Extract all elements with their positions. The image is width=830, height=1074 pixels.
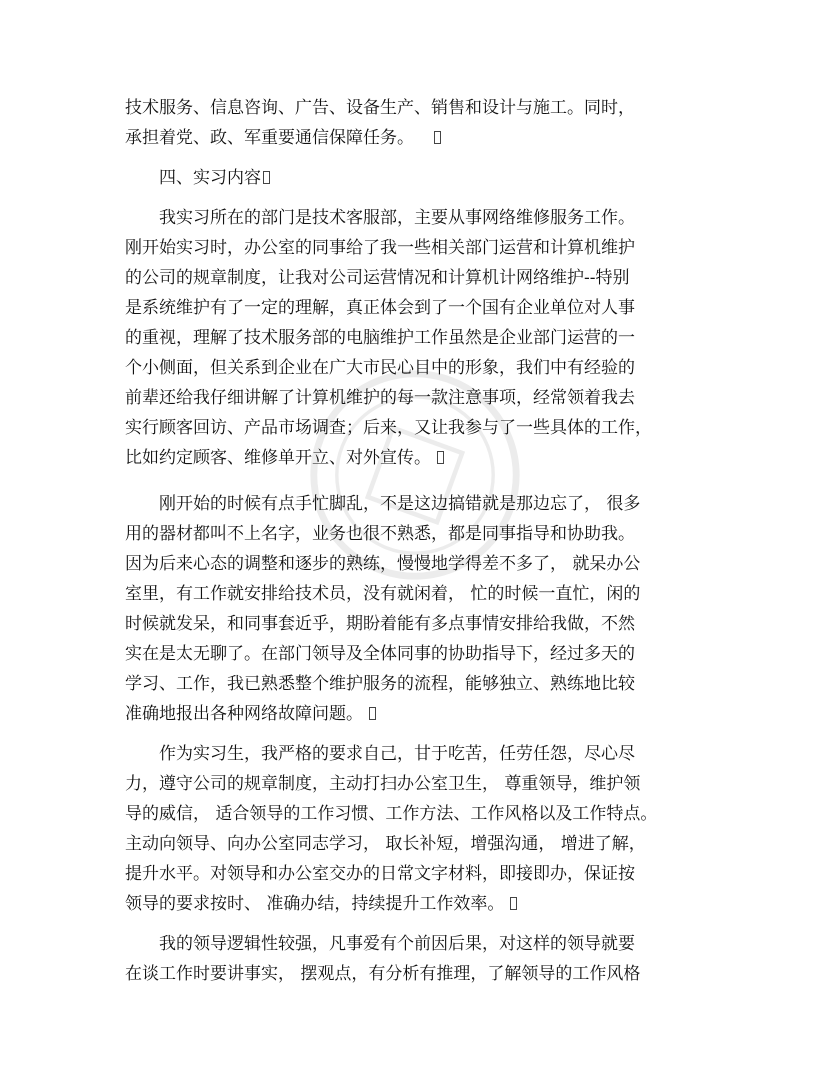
- text-line: 我的领导逻辑性较强，凡事爱有个前因后果，对这样的领导就要: [159, 934, 635, 954]
- paragraph-intro: [125, 93, 725, 153]
- text-line: 是系统维护有了一定的理解，真正体会到了一个国有企业单位对人事: [125, 298, 635, 318]
- document-body: [125, 93, 725, 989]
- text-line-content: 准确地报出各种网络故障问题。: [125, 704, 363, 724]
- text-line: 刚开始实习时，办公室的同事给了我一些相关部门运营和计算机维护: [125, 238, 635, 258]
- text-line: 的公司的规章制度，让我对公司运营情况和计算机计网络维护--特别: [125, 268, 630, 288]
- paragraph-4: [125, 929, 725, 989]
- section-heading: [125, 163, 725, 193]
- text-line: 技术服务、信息咨询、广告、设备生产、销售和设计与施工。同时，: [125, 98, 635, 118]
- heading-line: [125, 163, 725, 193]
- text-line: 前辈还给我仔细讲解了计算机维护的每一款注意事项，经常领着我去: [125, 388, 635, 408]
- text-line: 导的威信， 适合领导的工作习惯、工作方法、工作风格以及工作特点。: [125, 804, 658, 824]
- text-line: 用的器材都叫不上名字，业务也很不熟悉，都是同事指导和协助我。: [125, 524, 635, 544]
- text-line: 提升水平。对领导和办公室交办的日常文字材料，即接即办，保证按: [125, 864, 635, 884]
- text-line: [125, 699, 725, 729]
- text-line: 的重视，理解了技术服务部的电脑维护工作虽然是企业部门运营的一: [125, 328, 635, 348]
- text-line: 个小侧面，但关系到企业在广大市民心目中的形象，我们中有经验的: [125, 358, 635, 378]
- text-line-content: 比如约定顾客、维修单开立、对外宣传。: [125, 448, 431, 468]
- text-line-content: 承担着党、政、军重要通信保障任务。: [125, 128, 414, 148]
- text-line: 因为后来心态的调整和逐步的熟练，慢慢地学得差不多了， 就呆办公: [125, 554, 641, 574]
- text-line: 在谈工作时要讲事实， 摆观点，有分析有推理，了解领导的工作风格: [125, 964, 641, 984]
- text-line: 实在是太无聊了。在部门领导及全体同事的协助指导下，经过多天的: [125, 644, 635, 664]
- heading-text: 四、实习内容: [159, 168, 261, 188]
- paragraph-mark-icon: [434, 131, 441, 144]
- text-line-content: 领导的要求按时、 准确办结，持续提升工作效率。: [125, 894, 505, 914]
- text-line: 我实习所在的部门是技术客服部，主要从事网络维修服务工作。: [159, 208, 635, 228]
- text-line: [125, 443, 725, 473]
- text-line: 力，遵守公司的规章制度，主动打扫办公室卫生， 尊重领导，维护领: [125, 774, 641, 794]
- text-line: [125, 123, 725, 153]
- paragraph-mark-icon: [263, 171, 270, 184]
- text-line: 刚开始的时候有点手忙脚乱，不是这边搞错就是那边忘了， 很多: [159, 494, 641, 514]
- text-line: 时候就发呆，和同事套近乎，期盼着能有多点事情安排给我做，不然: [125, 614, 635, 634]
- paragraph-3: [125, 739, 725, 919]
- paragraph-mark-icon: [437, 451, 444, 464]
- paragraph-mark-icon: [510, 897, 517, 910]
- paragraph-mark-icon: [369, 707, 376, 720]
- text-line: 主动向领导、向办公室同志学习， 取长补短，增强沟通， 增进了解，: [125, 834, 646, 854]
- text-line: [125, 889, 725, 919]
- text-line: 实行顾客回访、产品市场调查；后来，又让我参与了一些具体的工作，: [125, 418, 652, 438]
- text-line: 作为实习生，我严格的要求自己，甘于吃苦，任劳任怨，尽心尽: [159, 744, 635, 764]
- paragraph-2: [125, 489, 725, 729]
- text-line: 学习、工作，我已熟悉整个维护服务的流程，能够独立、熟练地比较: [125, 674, 635, 694]
- paragraph-1: [125, 203, 725, 473]
- text-line: 室里，有工作就安排给技术员，没有就闲着， 忙的时候一直忙，闲的: [125, 584, 641, 604]
